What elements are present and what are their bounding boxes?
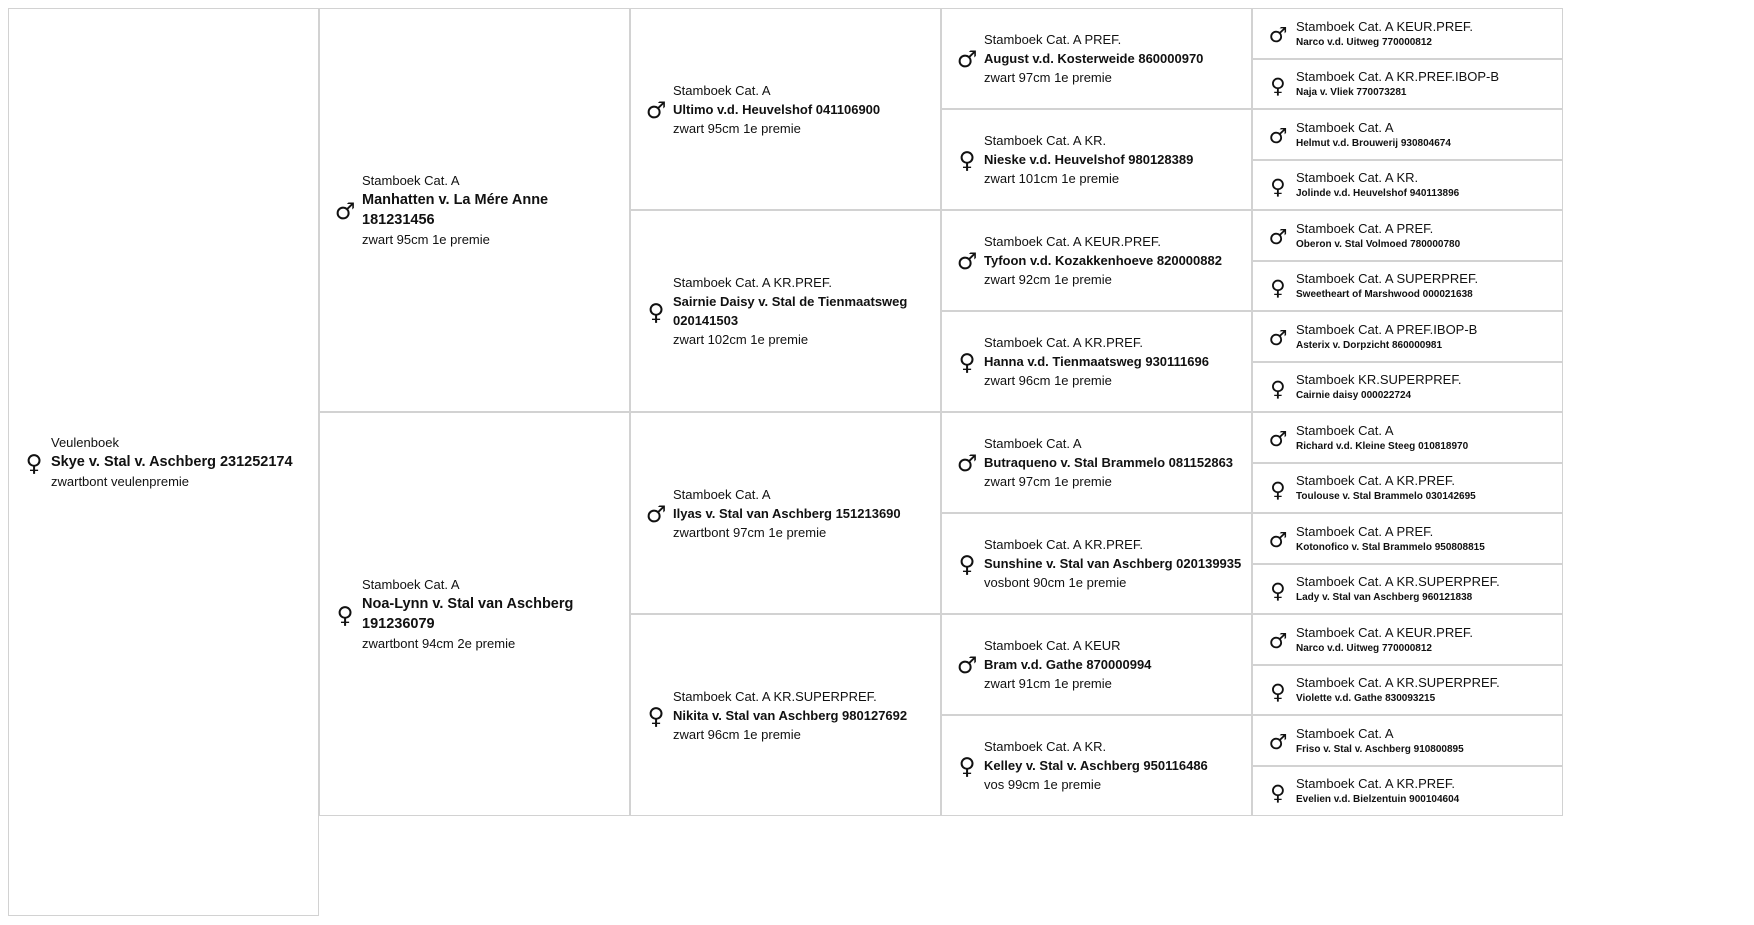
horse-info <box>1296 371 1562 403</box>
horse-info <box>362 575 629 653</box>
male-icon: ♂ <box>1268 730 1288 754</box>
studbook-category: Stamboek Cat. A SUPERPREF. <box>1296 271 1479 286</box>
pedigree-cell-sire-sire-dam-dam[interactable] <box>1252 160 1563 210</box>
studbook-category: Stamboek KR.SUPERPREF. <box>1296 372 1462 387</box>
horse-info <box>1296 422 1562 454</box>
studbook-category: Stamboek Cat. A KR.PREF.IBOP-B <box>1296 69 1500 84</box>
female-icon: ♀ <box>1270 174 1286 199</box>
horse-info <box>984 232 1251 289</box>
female-icon: ♀ <box>1270 477 1286 502</box>
pedigree-cell-dam-sire[interactable] <box>630 412 941 614</box>
female-icon: ♀ <box>958 350 976 376</box>
horse-info <box>984 434 1251 491</box>
horse-info <box>984 737 1251 794</box>
horse-name: Sunshine v. Stal van Aschberg 020139935 <box>984 556 1242 571</box>
studbook-category: Stamboek Cat. A KEUR.PREF. <box>1296 624 1474 640</box>
horse-info <box>984 636 1251 693</box>
studbook-category: Stamboek Cat. A KR. <box>984 739 1107 754</box>
male-icon: ♂ <box>1268 629 1288 653</box>
pedigree-cell-sire-sire-dam[interactable] <box>941 109 1252 210</box>
horse-name: Ultimo v.d. Heuvelshof 041106900 <box>673 101 881 117</box>
pedigree-cell-dam-sire-dam[interactable] <box>941 513 1252 614</box>
horse-info <box>1296 169 1562 201</box>
female-icon: ♀ <box>1270 578 1286 603</box>
horse-info <box>673 273 940 349</box>
male-icon: ♂ <box>334 198 356 225</box>
horse-info <box>1296 523 1562 555</box>
studbook-category: Stamboek Cat. A KR.PREF. <box>1296 776 1455 791</box>
pedigree-cell-sire-dam-sire-dam[interactable] <box>1252 261 1563 311</box>
pedigree-cell-dam-dam-sire-sire[interactable] <box>1252 614 1563 665</box>
horse-info <box>1296 68 1562 100</box>
male-icon: ♂ <box>1268 326 1288 350</box>
studbook-category: Stamboek Cat. A KR.PREF. <box>984 537 1143 552</box>
studbook-category: Stamboek Cat. A PREF. <box>1296 220 1434 236</box>
horse-name: Asterix v. Dorpzicht 860000981 <box>1296 339 1443 351</box>
horse-info <box>1296 18 1562 50</box>
horse-name: Nieske v.d. Heuvelshof 980128389 <box>984 152 1194 167</box>
horse-name: Lady v. Stal van Aschberg 960121838 <box>1296 592 1473 603</box>
pedigree-cell-sire-sire-sire-sire[interactable] <box>1252 8 1563 59</box>
pedigree-cell-dam-dam-sire-dam[interactable] <box>1252 665 1563 715</box>
horse-details: zwart 97cm 1e premie <box>984 474 1112 489</box>
horse-name: Friso v. Stal v. Aschberg 910800895 <box>1296 743 1464 755</box>
studbook-category: Stamboek Cat. A PREF. <box>1296 523 1434 539</box>
male-icon: ♂ <box>1268 124 1288 148</box>
horse-name: Violette v.d. Gathe 830093215 <box>1296 693 1436 704</box>
studbook-category: Stamboek Cat. A PREF. <box>984 32 1122 47</box>
horse-details: zwart 97cm 1e premie <box>984 70 1112 85</box>
horse-info <box>1296 573 1562 605</box>
pedigree-cell-sire[interactable] <box>319 8 630 412</box>
horse-name: Butraqueno v. Stal Brammelo 081152863 <box>984 455 1234 470</box>
horse-name: Oberon v. Stal Volmoed 780000780 <box>1296 238 1461 250</box>
female-icon: ♀ <box>1270 275 1286 300</box>
pedigree-cell-sire-dam-sire-sire[interactable] <box>1252 210 1563 261</box>
pedigree-cell-dam-dam-dam-dam[interactable] <box>1252 766 1563 816</box>
female-icon: ♀ <box>336 602 354 629</box>
male-icon: ♂ <box>956 653 978 679</box>
studbook-category: Stamboek Cat. A <box>984 436 1082 451</box>
studbook-category: Stamboek Cat. A KR.SUPERPREF. <box>1296 675 1500 690</box>
studbook-category: Stamboek Cat. A <box>362 577 460 592</box>
horse-details: zwart 102cm 1e premie <box>673 332 809 347</box>
horse-details: zwartbont 97cm 1e premie <box>673 524 827 540</box>
horse-name: Skye v. Stal v. Aschberg 231252174 <box>51 454 293 470</box>
studbook-category: Stamboek Cat. A PREF.IBOP-B <box>1296 321 1478 337</box>
studbook-category: Stamboek Cat. A KEUR.PREF. <box>984 234 1162 249</box>
horse-details: zwartbont veulenpremie <box>51 474 190 489</box>
studbook-category: Stamboek Cat. A KR. <box>984 133 1107 148</box>
pedigree-cell-dam[interactable] <box>319 412 630 816</box>
horse-details: zwart 92cm 1e premie <box>984 272 1112 287</box>
studbook-category: Stamboek Cat. A KR. <box>1296 170 1419 185</box>
horse-info <box>673 81 940 138</box>
horse-info <box>984 333 1251 390</box>
pedigree-cell-sire-dam-sire[interactable] <box>941 210 1252 311</box>
pedigree-cell-dam-sire-dam-dam[interactable] <box>1252 564 1563 614</box>
horse-name: Narco v.d. Uitweg 770000812 <box>1296 36 1432 48</box>
horse-info <box>673 485 940 542</box>
horse-name: Naja v. Vliek 770073281 <box>1296 87 1407 98</box>
male-icon: ♂ <box>645 97 667 124</box>
studbook-category: Stamboek Cat. A <box>673 486 771 502</box>
studbook-category: Stamboek Cat. A <box>1296 725 1394 741</box>
female-icon: ♀ <box>958 552 976 578</box>
horse-details: zwartbont 94cm 2e premie <box>362 636 516 651</box>
horse-info <box>1296 119 1562 151</box>
horse-name: Manhatten v. La Mére Anne 181231456 <box>362 192 549 228</box>
horse-name: Nikita v. Stal van Aschberg 980127692 <box>673 707 908 723</box>
studbook-category: Stamboek Cat. A KR.SUPERPREF. <box>673 688 877 704</box>
studbook-category: Stamboek Cat. A <box>673 82 771 98</box>
female-icon: ♀ <box>647 703 665 730</box>
male-icon: ♂ <box>1268 225 1288 249</box>
pedigree-cell-sire-sire-sire-dam[interactable] <box>1252 59 1563 109</box>
horse-name: Bram v.d. Gathe 870000994 <box>984 657 1152 672</box>
horse-details: vosbont 90cm 1e premie <box>984 575 1127 590</box>
horse-name: Jolinde v.d. Heuvelshof 940113896 <box>1296 188 1460 199</box>
pedigree-cell-sire-dam-dam[interactable] <box>941 311 1252 412</box>
studbook-category: Stamboek Cat. A <box>1296 119 1394 135</box>
horse-info <box>984 30 1251 87</box>
pedigree-chart <box>8 8 1748 916</box>
horse-info <box>1296 775 1562 807</box>
studbook-category: Stamboek Cat. A <box>1296 422 1394 438</box>
pedigree-cell-dam-sire-sire-dam[interactable] <box>1252 463 1563 513</box>
pedigree-cell-sire-dam-dam-dam[interactable] <box>1252 362 1563 412</box>
horse-info <box>984 535 1251 592</box>
male-icon: ♂ <box>956 47 978 73</box>
horse-info <box>1296 674 1562 706</box>
pedigree-cell-dam-dam-sire[interactable] <box>941 614 1252 715</box>
studbook-category: Stamboek Cat. A KR.PREF. <box>673 275 832 290</box>
male-icon: ♂ <box>645 501 667 528</box>
pedigree-cell-sire-dam[interactable] <box>630 210 941 412</box>
horse-info <box>51 433 318 491</box>
horse-name: Sweetheart of Marshwood 000021638 <box>1296 289 1473 300</box>
horse-name: Sairnie Daisy v. Stal de Tienmaatsweg 020141503 <box>673 294 908 328</box>
male-icon: ♂ <box>1268 427 1288 451</box>
horse-details: zwart 101cm 1e premie <box>984 171 1120 186</box>
studbook-category: Stamboek Cat. A KEUR.PREF. <box>1296 18 1474 34</box>
horse-info <box>673 687 940 744</box>
horse-name: Toulouse v. Stal Brammelo 030142695 <box>1296 491 1476 502</box>
female-icon: ♀ <box>1270 73 1286 98</box>
female-icon: ♀ <box>958 754 976 780</box>
horse-name: Helmut v.d. Brouwerij 930804674 <box>1296 137 1451 149</box>
studbook-category: Stamboek Cat. A KR.SUPERPREF. <box>1296 574 1500 589</box>
horse-name: Ilyas v. Stal van Aschberg 151213690 <box>673 505 901 521</box>
horse-name: Hanna v.d. Tienmaatsweg 930111696 <box>984 354 1209 369</box>
horse-details: zwart 96cm 1e premie <box>673 726 801 742</box>
horse-name: Kotonofico v. Stal Brammelo 950808815 <box>1296 541 1485 553</box>
horse-details: zwart 95cm 1e premie <box>673 120 801 136</box>
horse-info <box>1296 270 1562 302</box>
pedigree-cell-dam-dam-dam[interactable] <box>941 715 1252 816</box>
horse-name: Evelien v.d. Bielzentuin 900104604 <box>1296 794 1460 805</box>
female-icon: ♀ <box>1270 679 1286 704</box>
male-icon: ♂ <box>1268 528 1288 552</box>
horse-name: Tyfoon v.d. Kozakkenhoeve 820000882 <box>984 253 1222 268</box>
male-icon: ♂ <box>956 451 978 477</box>
female-icon: ♀ <box>1270 780 1286 805</box>
studbook-category: Stamboek Cat. A KR.PREF. <box>1296 473 1455 488</box>
pedigree-cell-subject[interactable] <box>8 8 319 916</box>
female-icon: ♀ <box>1270 376 1286 401</box>
horse-info <box>1296 321 1562 353</box>
female-icon: ♀ <box>958 148 976 174</box>
horse-name: Cairnie daisy 000022724 <box>1296 390 1412 401</box>
female-icon: ♀ <box>647 299 665 326</box>
horse-name: Noa-Lynn v. Stal van Aschberg 191236079 <box>362 596 574 632</box>
pedigree-cell-dam-sire-sire[interactable] <box>941 412 1252 513</box>
pedigree-cell-sire-sire[interactable] <box>630 8 941 210</box>
studbook-category: Veulenboek <box>51 435 119 450</box>
studbook-category: Stamboek Cat. A <box>362 173 460 188</box>
pedigree-cell-dam-dam-dam-sire[interactable] <box>1252 715 1563 766</box>
horse-info <box>984 131 1251 188</box>
pedigree-cell-dam-dam[interactable] <box>630 614 941 816</box>
studbook-category: Stamboek Cat. A KR.PREF. <box>984 335 1143 350</box>
horse-details: zwart 91cm 1e premie <box>984 676 1112 691</box>
pedigree-cell-dam-sire-dam-sire[interactable] <box>1252 513 1563 564</box>
horse-name: August v.d. Kosterweide 860000970 <box>984 51 1204 66</box>
horse-info <box>1296 624 1562 656</box>
horse-name: Richard v.d. Kleine Steeg 010818970 <box>1296 440 1469 452</box>
horse-name: Kelley v. Stal v. Aschberg 950116486 <box>984 758 1208 773</box>
horse-name: Narco v.d. Uitweg 770000812 <box>1296 642 1432 654</box>
pedigree-cell-sire-sire-dam-sire[interactable] <box>1252 109 1563 160</box>
horse-details: zwart 96cm 1e premie <box>984 373 1112 388</box>
male-icon: ♂ <box>956 249 978 275</box>
horse-info <box>362 171 629 249</box>
pedigree-cell-dam-sire-sire-sire[interactable] <box>1252 412 1563 463</box>
horse-info <box>1296 472 1562 504</box>
horse-info <box>1296 725 1562 757</box>
pedigree-cell-sire-sire-sire[interactable] <box>941 8 1252 109</box>
pedigree-cell-sire-dam-dam-sire[interactable] <box>1252 311 1563 362</box>
horse-details: vos 99cm 1e premie <box>984 777 1102 792</box>
horse-details: zwart 95cm 1e premie <box>362 232 490 247</box>
horse-info <box>1296 220 1562 252</box>
male-icon: ♂ <box>1268 23 1288 47</box>
female-icon: ♀ <box>25 450 43 477</box>
studbook-category: Stamboek Cat. A KEUR <box>984 638 1121 653</box>
